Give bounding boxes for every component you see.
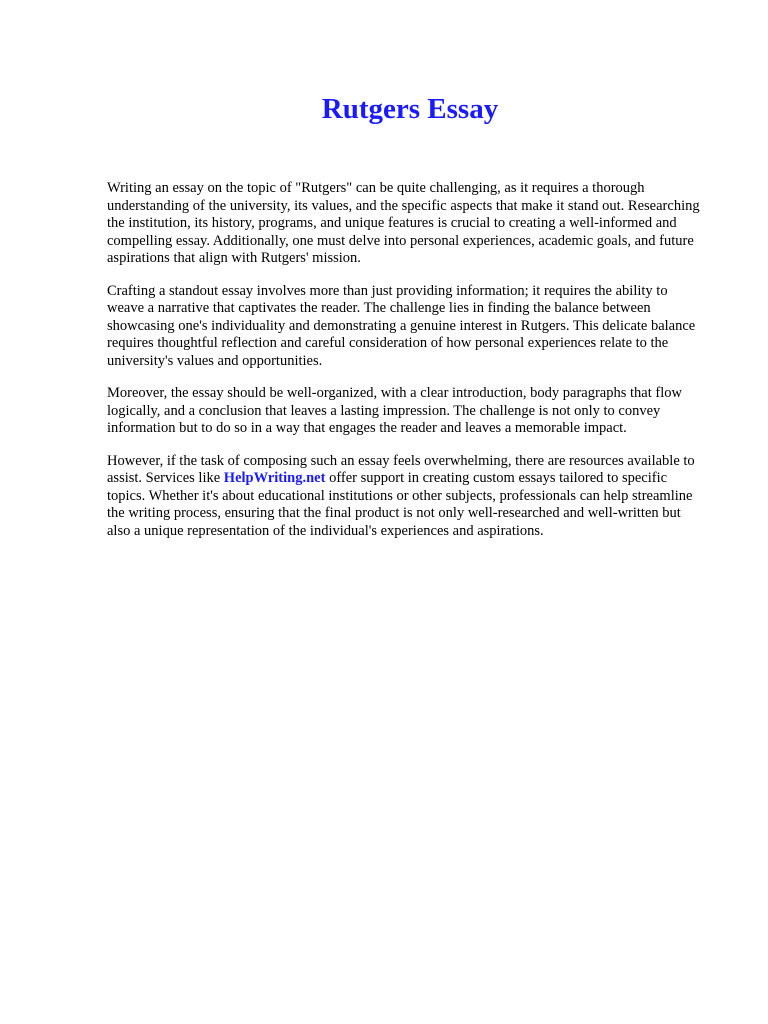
essay-body xyxy=(107,180,707,555)
paragraph-4 xyxy=(107,453,707,541)
paragraph-2: Crafting a standout essay involves more than just providing information; it requires the ability to weave a narrative that captivates the reader. The challenge lies in finding the balance between showcasing one's individuality and demonstrating a genuine interest in Rutgers. This delicate balance requires thoughtful reflection and careful consideration of how personal experiences relate to the university's values and opportunities. xyxy=(107,282,696,369)
paragraph-3: Moreover, the essay should be well-organized, with a clear introduction, body paragraphs that flow logically, and a conclusion that leaves a lasting impression. The challenge is not only to convey information but to do so in a way that engages the reader and leaves a memorable impact. xyxy=(107,385,682,436)
helpwriting-link[interactable]: HelpWriting.net xyxy=(223,470,326,486)
paragraph-1: Writing an essay on the topic of "Rutgers" can be quite challenging, as it requires a thorough understanding of the university, its values, and the specific aspects that make it stand out. Researching the institution, its history, programs, and unique features is crucial to creating a well-informed and compelling essay. Additionally, one must delve into personal experiences, academic goals, and future aspirations that align with Rutgers' mission. xyxy=(107,180,700,266)
paragraph-4-after-link: offer support in creating custom essays tailored to specific topics. Whether it's about educational institutions or other subjects, professionals can help streamline the writing process, ensuring that the final product is not only well-researched and well-written but also a unique representation of the individual's experiences and aspirations. xyxy=(107,470,693,539)
paragraph-4-before-link: However, if the task of composing such an essay feels overwhelming, there are resources available to assist. Services like xyxy=(107,452,695,486)
page-title: Rutgers Essay xyxy=(321,93,499,125)
